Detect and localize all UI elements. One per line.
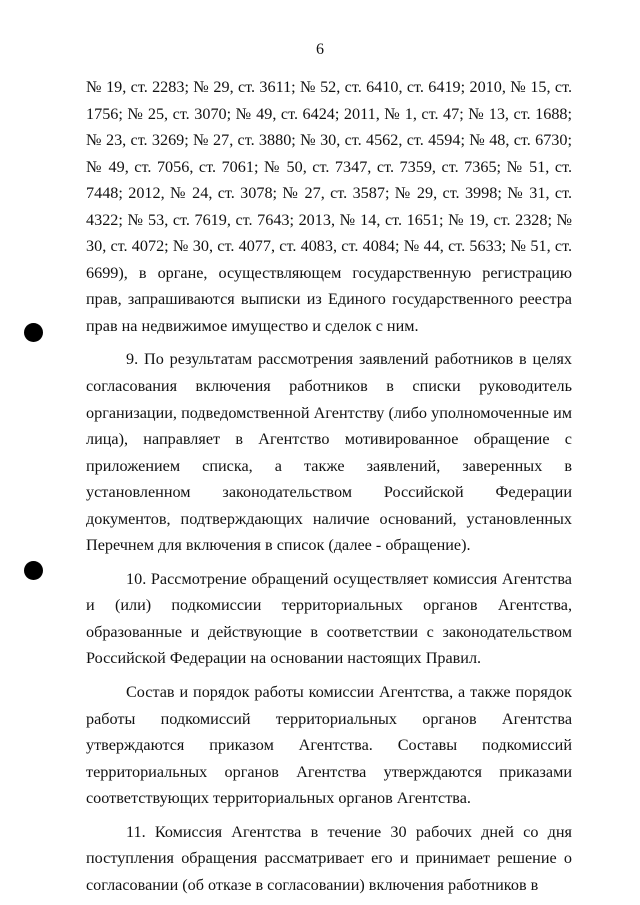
- binder-hole-top: [24, 323, 43, 342]
- paragraph-item-11: 11. Комиссия Агентства в течение 30 рабочих дней со дня поступления обращения рассматривает его и принимает решение о согласовании (об отказе в согласовании) включения работников в: [86, 822, 572, 894]
- page-number: 6: [316, 41, 324, 58]
- paragraph-item-9: 9. По результатам рассмотрения заявлений работников в целях согласования включения работников в списки руководитель организации, подведомственной Агентству (либо уполномоченные им лица), направляет в Агентство мотивированное обращение с приложением списка, а также заявлений, заверенных в установленном законодательством Российской Федерации документов, подтверждающих наличие оснований, установленных Перечнем для включения в список (далее - обращение).: [86, 350, 572, 555]
- paragraph-continuation: № 19, ст. 2283; № 29, ст. 3611; № 52, ст. 6410, ст. 6419; 2010, № 15, ст. 1756; № 25, ст. 3070; № 49, ст. 6424; 2011, № 1, ст. 47; № 13, ст. 1688; № 23, ст. 3269; № 27, ст. 3880; № 30, ст. 4562, ст. 4594; № 48, ст. 6730; № 49, ст. 7056, ст. 7061; № 50, ст. 7347, ст. 7359, ст. 7365; № 51, ст. 7448; 2012, № 24, ст. 3078; № 27, ст. 3587; № 29, ст. 3998; № 31, ст. 4322; № 53, ст. 7619, ст. 7643; 2013, № 14, ст. 1651; № 19, ст. 2328; № 30, ст. 4072; № 30, ст. 4077, ст. 4083, ст. 4084; № 44, ст. 5633; № 51, ст. 6699), в органе, осуществляющем государственную регистрацию прав, запрашиваются выписки из Единого государственного реестра прав на недвижимое имущество и сделок с ним.: [86, 78, 572, 335]
- document-body: [86, 74, 572, 898]
- binder-hole-bottom: [24, 561, 43, 580]
- paragraph-item-10: 10. Рассмотрение обращений осуществляет комиссия Агентства и (или) подкомиссии территориальных органов Агентства, образованные и действующие в соответствии с законодательством Российской Федерации на основании настоящих Правил.: [86, 569, 572, 668]
- paragraph-commission-composition: Состав и порядок работы комиссии Агентства, а также порядок работы подкомиссий территориальных органов Агентства утверждаются приказом Агентства. Составы подкомиссий территориальных органов Агентства утверждаются приказами соответствующих территориальных органов Агентства.: [86, 683, 572, 808]
